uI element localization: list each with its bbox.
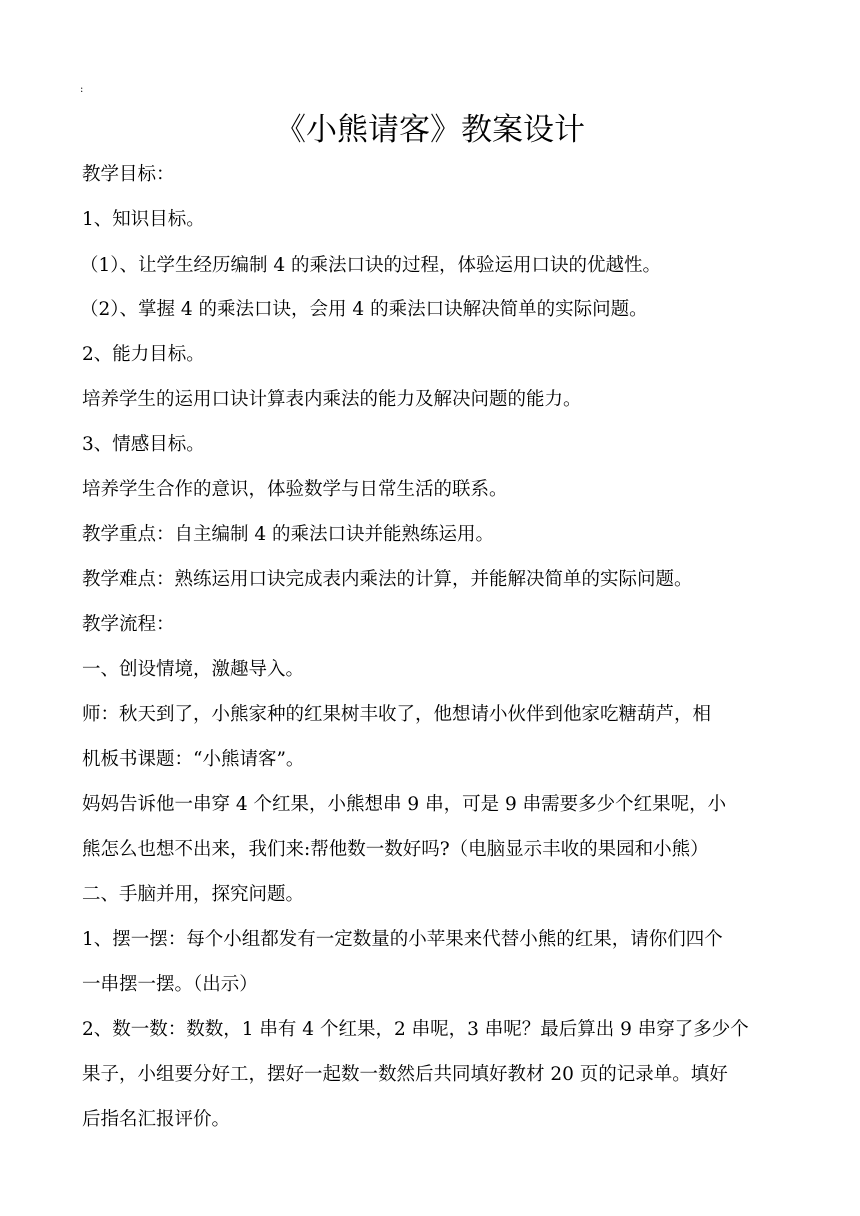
paragraph-line: 师：秋天到了，小熊家种的红果树丰收了，他想请小伙伴到他家吃糖葫芦，相 (82, 704, 712, 725)
document-title: 《小熊请客》教案设计 (275, 112, 585, 148)
goal-knowledge-item-2: （2）、掌握 4 的乘法口诀，会用 4 的乘法口诀解决简单的实际问题。 (80, 299, 648, 320)
paragraph-line: 妈妈告诉他一串穿 4 个红果，小熊想串 9 串，可是 9 串需要多少个红果呢，小 (82, 794, 727, 815)
page-mark: : (80, 84, 84, 95)
goal-knowledge-item-1: （1）、让学生经历编制 4 的乘法口诀的过程，体验运用口诀的优越性。 (80, 255, 662, 276)
goal-emotion-text: 培养学生合作的意识，体验数学与日常生活的联系。 (82, 479, 508, 500)
goal-emotion-heading: 3、情感目标。 (82, 434, 205, 455)
process-step-1-heading: 一、创设情境，激趣导入。 (82, 659, 305, 680)
paragraph-line: 后指名汇报评价。 (82, 1109, 231, 1130)
goal-knowledge-heading: 1、知识目标。 (82, 209, 205, 230)
goal-ability-text: 培养学生的运用口诀计算表内乘法的能力及解决问题的能力。 (82, 389, 582, 410)
paragraph-line: 熊怎么也想不出来，我们来:帮他数一数好吗?（电脑显示丰收的果园和小熊） (82, 839, 709, 860)
teaching-difficulty: 教学难点：熟练运用口诀完成表内乘法的计算，并能解决简单的实际问题。 (82, 569, 693, 590)
paragraph-line: 机板书课题：“小熊请客”。 (82, 749, 305, 770)
paragraph-line: 果子，小组要分好工，摆好一起数一数然后共同填好教材 20 页的记录单。填好 (82, 1064, 728, 1085)
teaching-key-point: 教学重点：自主编制 4 的乘法口诀并能熟练运用。 (82, 524, 495, 545)
section-heading-teaching-goals: 教学目标： (82, 164, 175, 185)
section-heading-teaching-process: 教学流程： (82, 614, 175, 635)
paragraph-line: 一串摆一摆。（出示） (82, 974, 258, 995)
goal-ability-heading: 2、能力目标。 (82, 344, 205, 365)
process-step-2-heading: 二、手脑并用，探究问题。 (82, 884, 305, 905)
paragraph-line: 2、数一数：数数，1 串有 4 个红果，2 串呢，3 串呢？最后算出 9 串穿了多少个 (82, 1019, 749, 1040)
paragraph-line: 1、摆一摆：每个小组都发有一定数量的小苹果来代替小熊的红果，请你们四个 (82, 929, 723, 950)
